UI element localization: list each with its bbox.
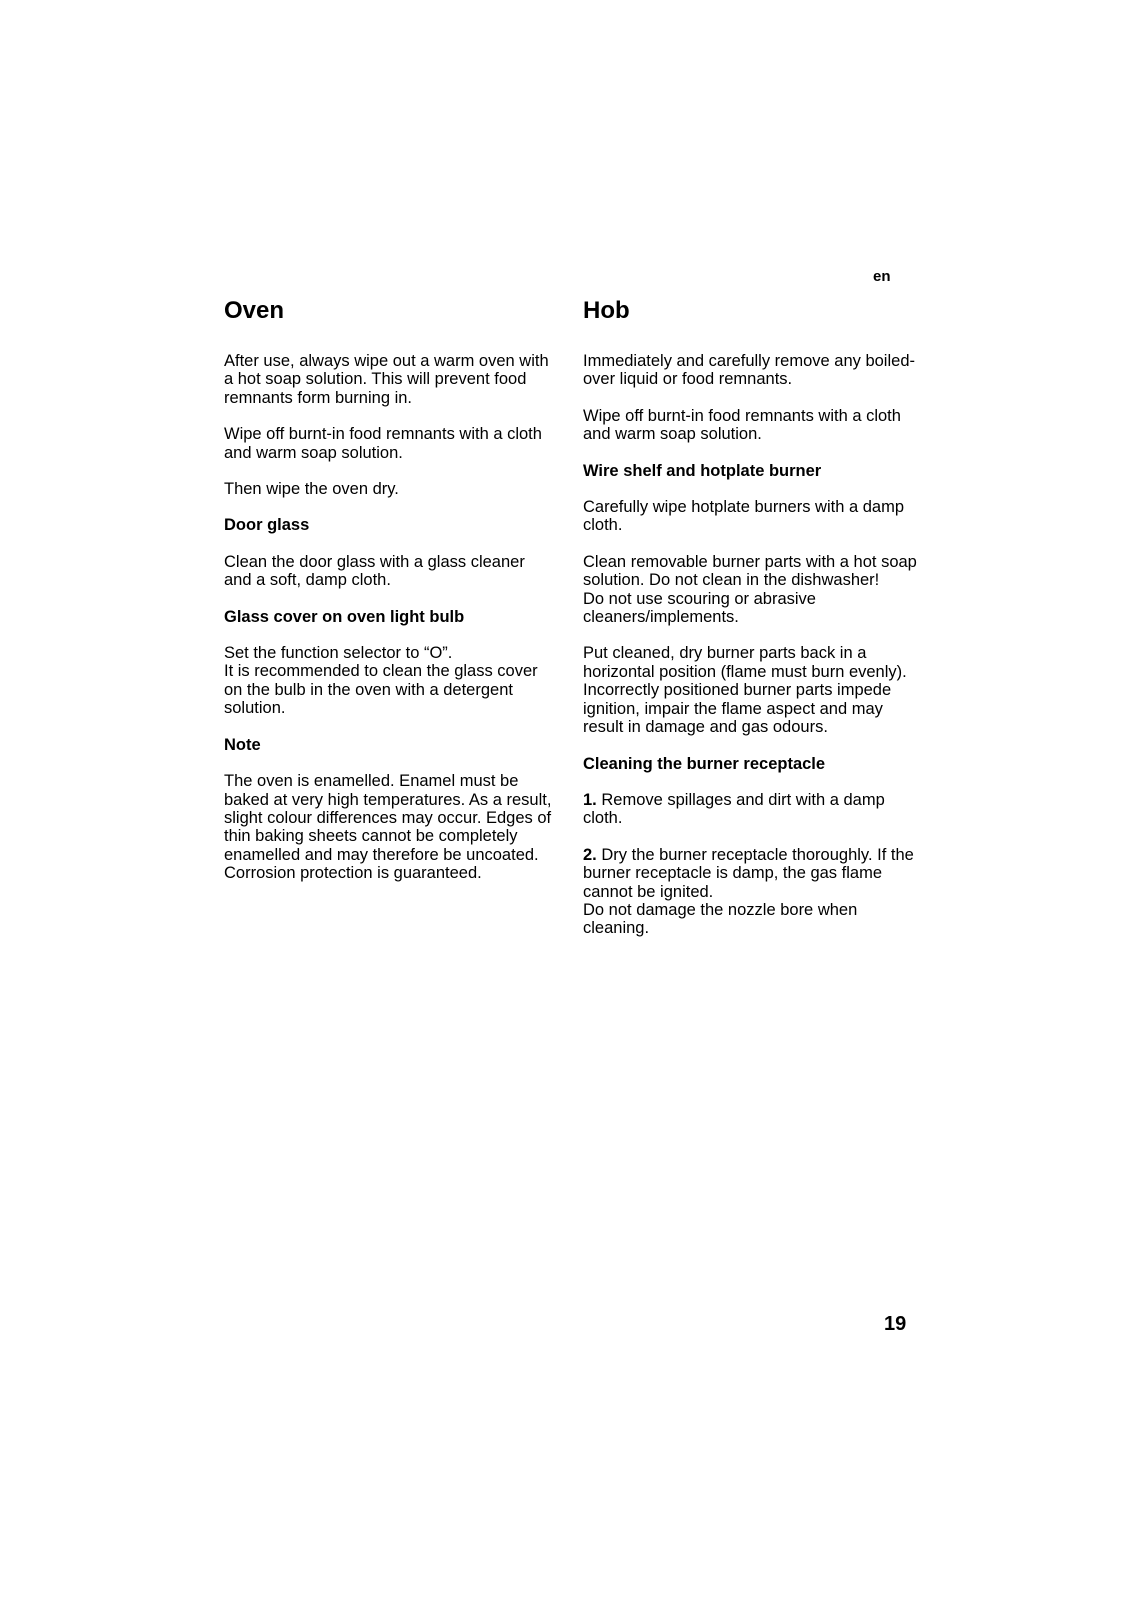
hob-column: [583, 296, 917, 956]
page-number: 19: [884, 1313, 907, 1335]
note-heading: Note: [224, 735, 261, 754]
door-glass-text: Clean the door glass with a glass cleaner and a soft, damp cloth.: [224, 552, 525, 590]
receptacle-heading: Cleaning the burner receptacle: [583, 754, 826, 773]
oven-title: Oven: [224, 297, 285, 324]
receptacle-step-2: [583, 846, 917, 901]
wire-shelf-heading: Wire shelf and hotplate burner: [583, 461, 822, 480]
oven-column: [224, 296, 554, 901]
oven-paragraph-1: After use, always wipe out a warm oven with a hot soap solution. This will prevent food remnants form burning in.: [224, 352, 549, 407]
glass-cover-line-2: It is recommended to clean the glass cover on the bulb in the oven with a detergent solution.: [224, 662, 538, 718]
hob-paragraph-1: Immediately and carefully remove any boiled-over liquid or food remnants.: [583, 352, 915, 389]
receptacle-step-2-extra: Do not damage the nozzle bore when cleaning.: [583, 900, 858, 938]
note-line-1: The oven is enamelled. Enamel must be baked at very high temperatures. As a result, slight colour differences may occur. Edges of thin baking sheets cannot be completely enamelled and may therefore be uncoated.: [224, 772, 552, 864]
hob-paragraph-2: Wipe off burnt-in food remnants with a cloth and warm soap solution.: [583, 406, 901, 444]
note-line-2: Corrosion protection is guaranteed.: [224, 864, 482, 883]
wire-shelf-paragraph-2a: Clean removable burner parts with a hot soap solution. Do not clean in the dishwasher!: [583, 552, 917, 590]
glass-cover-heading: Glass cover on oven light bulb: [224, 607, 465, 626]
oven-paragraph-3: Then wipe the oven dry.: [224, 480, 399, 499]
wire-shelf-paragraph-2b: Do not use scouring or abrasive cleaners/implements.: [583, 589, 816, 627]
step-1-text: Remove spillages and dirt with a damp cloth.: [583, 790, 885, 828]
step-2-number: 2.: [583, 845, 597, 864]
language-code: en: [873, 268, 891, 285]
wire-shelf-paragraph-1: Carefully wipe hotplate burners with a damp cloth.: [583, 498, 905, 535]
wire-shelf-paragraph-3: Put cleaned, dry burner parts back in a horizontal position (flame must burn evenly). Incorrectly positioned burner parts impede ignition, impair the flame aspect and may result in damage and gas odours.: [583, 644, 907, 737]
oven-paragraph-2: Wipe off burnt-in food remnants with a cloth and warm soap solution.: [224, 425, 542, 462]
hob-title: Hob: [583, 297, 630, 324]
receptacle-step-1: [583, 791, 917, 828]
glass-cover-line-1: Set the function selector to “O”.: [224, 644, 453, 663]
door-glass-heading: Door glass: [224, 516, 310, 535]
step-1-number: 1.: [583, 790, 597, 809]
step-2-text: Dry the burner receptacle thoroughly. If the burner receptacle is damp, the gas flame cannot be ignited.: [583, 845, 914, 901]
